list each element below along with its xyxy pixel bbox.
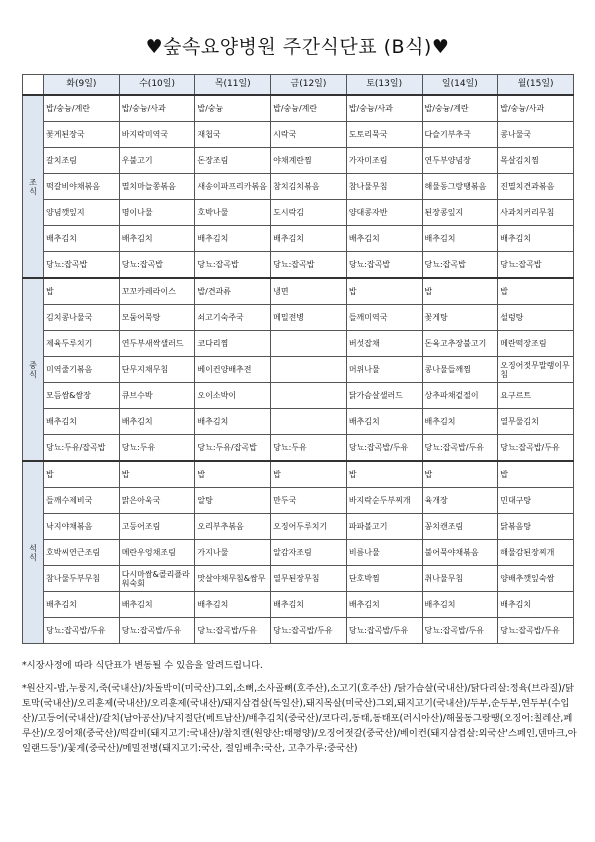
menu-cell: 닭가슴살샐러드 bbox=[346, 383, 422, 409]
menu-row bbox=[23, 540, 574, 566]
menu-cell: 고등어조림 bbox=[119, 514, 195, 540]
menu-cell: 도시락김 bbox=[271, 200, 347, 226]
menu-cell: 취나물무침 bbox=[422, 566, 498, 592]
menu-cell: 밥/숭늉/사과 bbox=[119, 95, 195, 122]
menu-cell bbox=[271, 383, 347, 409]
menu-cell: 당뇨:잡곡밥 bbox=[119, 252, 195, 279]
menu-cell: 바지락순두부찌개 bbox=[346, 488, 422, 514]
menu-cell: 메란우엉채조림 bbox=[119, 540, 195, 566]
menu-cell: 오이소박이 bbox=[195, 383, 271, 409]
origin-info-text: *원산지-밥,누룽지,죽(국내산)/차돌박이(미국산)그외,소뼈,소사골뼈(호주산),소고기(호주산) /닭가슴살(국내산)/닭다리살:정육(브라질)/닭토막(국내산)/오리훈제(국내산)/오리훈제(국내산)/돼지삼겹살(독일산),돼지목살(미국산)그외,돼지고기(국내산)/두부,순두부,연두부(수입산)/고등어(국내산)/갈치(남아공산)/낙지절단(베트남산)/배추김치(중국산)/코다리,동태,동태포(러시아산)/해물동그랑땡(오징어:칠레산,페루산)/오징어채(중국산)/떡갈비(돼지고기:국내산)/참치캔(원양산:태평양)/오징어젓갈(중국산)/베이컨(돼지삼겹살:외국산'스페인,덴마크,아일랜드등')/꽃게(중국산)/메밀전병(돼지고기:국산, 절임배추:국산, 고추가루:중국산) bbox=[22, 683, 577, 754]
header-corner bbox=[23, 75, 44, 96]
menu-row bbox=[23, 331, 574, 357]
day-header: 월(15일) bbox=[498, 75, 574, 96]
menu-cell: 당뇨:잡곡밥/두유 bbox=[346, 618, 422, 644]
menu-cell: 맛살야채무침&쌈무 bbox=[195, 566, 271, 592]
menu-cell: 바지락미역국 bbox=[119, 122, 195, 148]
menu-row bbox=[23, 305, 574, 331]
menu-cell: 열무물김치 bbox=[498, 409, 574, 435]
menu-cell: 해물감된장찌개 bbox=[498, 540, 574, 566]
menu-cell: 당뇨:두유/잡곡밥 bbox=[195, 435, 271, 462]
menu-cell: 당뇨:두유 bbox=[271, 435, 347, 462]
menu-row bbox=[23, 488, 574, 514]
menu-row bbox=[23, 95, 574, 122]
menu-cell: 양배추깻잎숙쌈 bbox=[498, 566, 574, 592]
menu-cell: 큐브수박 bbox=[119, 383, 195, 409]
menu-cell: 밥 bbox=[44, 278, 120, 305]
menu-row bbox=[23, 383, 574, 409]
menu-cell: 단호박찜 bbox=[346, 566, 422, 592]
menu-row bbox=[23, 514, 574, 540]
menu-cell: 연두부새싹샐러드 bbox=[119, 331, 195, 357]
menu-cell: 배추김치 bbox=[422, 226, 498, 252]
menu-cell: 모듬쌈&쌈장 bbox=[44, 383, 120, 409]
meal-label: 석 식 bbox=[23, 461, 44, 644]
menu-cell: 불어묵야채볶음 bbox=[422, 540, 498, 566]
weekly-menu-table bbox=[22, 74, 574, 644]
menu-cell: 당뇨:잡곡밥 bbox=[346, 252, 422, 279]
menu-cell: 밥/숭늉/사과 bbox=[346, 95, 422, 122]
menu-cell: 밥 bbox=[498, 461, 574, 488]
menu-cell: 목살김치찜 bbox=[498, 148, 574, 174]
menu-cell: 모둠어묵탕 bbox=[119, 305, 195, 331]
menu-cell: 참나물두부무침 bbox=[44, 566, 120, 592]
menu-cell: 밥 bbox=[195, 461, 271, 488]
menu-row bbox=[23, 566, 574, 592]
menu-cell: 파파볼고기 bbox=[346, 514, 422, 540]
menu-cell: 당뇨:잡곡밥/두유 bbox=[422, 618, 498, 644]
menu-cell: 호박씨연근조림 bbox=[44, 540, 120, 566]
menu-cell: 꼬꼬카레라이스 bbox=[119, 278, 195, 305]
menu-cell: 닭볶음탕 bbox=[498, 514, 574, 540]
menu-cell: 육개장 bbox=[422, 488, 498, 514]
menu-row bbox=[23, 461, 574, 488]
menu-cell: 야채계란찜 bbox=[271, 148, 347, 174]
menu-cell: 배추김치 bbox=[498, 226, 574, 252]
menu-cell: 당뇨:두유 bbox=[119, 435, 195, 462]
menu-row bbox=[23, 278, 574, 305]
menu-cell: 참나물무침 bbox=[346, 174, 422, 200]
menu-cell: 배추김치 bbox=[44, 592, 120, 618]
menu-cell: 배추김치 bbox=[195, 226, 271, 252]
menu-cell: 호박나물 bbox=[195, 200, 271, 226]
menu-cell: 배추김치 bbox=[498, 592, 574, 618]
menu-row bbox=[23, 409, 574, 435]
menu-row bbox=[23, 618, 574, 644]
menu-cell: 당뇨:잡곡밥/두유 bbox=[119, 618, 195, 644]
menu-cell: 미역줄기볶음 bbox=[44, 357, 120, 383]
menu-row bbox=[23, 122, 574, 148]
menu-cell: 돈육고추장불고기 bbox=[422, 331, 498, 357]
day-header: 수(10일) bbox=[119, 75, 195, 96]
menu-cell: 당뇨:잡곡밥/두유 bbox=[346, 435, 422, 462]
menu-cell: 밥 bbox=[422, 278, 498, 305]
menu-cell: 메밀전병 bbox=[271, 305, 347, 331]
menu-cell: 명이나물 bbox=[119, 200, 195, 226]
menu-cell bbox=[271, 331, 347, 357]
menu-cell: 우불고기 bbox=[119, 148, 195, 174]
menu-cell: 오징어두루치기 bbox=[271, 514, 347, 540]
menu-cell: 당뇨:잡곡밥 bbox=[498, 252, 574, 279]
menu-cell: 꽁치캔조림 bbox=[422, 514, 498, 540]
day-header: 토(13일) bbox=[346, 75, 422, 96]
menu-cell: 콩나물들깨찜 bbox=[422, 357, 498, 383]
menu-cell: 머위나물 bbox=[346, 357, 422, 383]
menu-cell: 당뇨:잡곡밥 bbox=[44, 252, 120, 279]
menu-cell: 배추김치 bbox=[119, 592, 195, 618]
menu-cell: 갈치조림 bbox=[44, 148, 120, 174]
menu-cell: 제육두루치기 bbox=[44, 331, 120, 357]
menu-cell: 당뇨:잡곡밥/두유 bbox=[271, 618, 347, 644]
menu-cell: 만두국 bbox=[271, 488, 347, 514]
menu-cell: 당뇨:잡곡밥 bbox=[271, 252, 347, 279]
day-header-row bbox=[23, 75, 574, 96]
menu-cell: 배추김치 bbox=[346, 226, 422, 252]
menu-cell: 당뇨:잡곡밥/두유 bbox=[44, 618, 120, 644]
menu-cell: 쇠고기숙주국 bbox=[195, 305, 271, 331]
menu-cell: 양대콩자반 bbox=[346, 200, 422, 226]
menu-cell: 참치김치볶음 bbox=[271, 174, 347, 200]
menu-cell: 도토리묵국 bbox=[346, 122, 422, 148]
menu-cell: 배추김치 bbox=[346, 592, 422, 618]
menu-cell: 맑은아욱국 bbox=[119, 488, 195, 514]
menu-cell: 배추김치 bbox=[44, 226, 120, 252]
menu-cell: 밥/숭늉/계란 bbox=[44, 95, 120, 122]
menu-cell: 밥 bbox=[44, 461, 120, 488]
menu-cell: 코다리찜 bbox=[195, 331, 271, 357]
menu-cell: 밥/숭늉/사과 bbox=[498, 95, 574, 122]
menu-cell: 새송이파프리카볶음 bbox=[195, 174, 271, 200]
meal-block bbox=[23, 95, 574, 278]
meal-label: 중 식 bbox=[23, 278, 44, 461]
menu-cell: 메란떡장조림 bbox=[498, 331, 574, 357]
menu-cell: 비름나물 bbox=[346, 540, 422, 566]
menu-cell: 알감자조림 bbox=[271, 540, 347, 566]
menu-cell: 배추김치 bbox=[44, 409, 120, 435]
menu-row bbox=[23, 357, 574, 383]
menu-cell: 당뇨:두유/잡곡밥 bbox=[44, 435, 120, 462]
menu-cell: 당뇨:잡곡밥/두유 bbox=[195, 618, 271, 644]
notice-text: *시장사정에 따라 식단표가 변동될 수 있음을 알려드립니다. bbox=[22, 660, 263, 671]
menu-cell: 가자미조림 bbox=[346, 148, 422, 174]
menu-cell: 당뇨:잡곡밥 bbox=[422, 252, 498, 279]
menu-cell: 꽃게된장국 bbox=[44, 122, 120, 148]
menu-cell: 재첩국 bbox=[195, 122, 271, 148]
menu-cell: 꽃게탕 bbox=[422, 305, 498, 331]
menu-cell: 배추김치 bbox=[195, 409, 271, 435]
menu-row bbox=[23, 200, 574, 226]
menu-cell: 배추김치 bbox=[346, 409, 422, 435]
day-header: 목(11일) bbox=[195, 75, 271, 96]
menu-cell: 배추김치 bbox=[195, 592, 271, 618]
menu-cell: 밥/숭늉/계란 bbox=[422, 95, 498, 122]
menu-cell: 당뇨:잡곡밥/두유 bbox=[422, 435, 498, 462]
menu-cell: 설렁탕 bbox=[498, 305, 574, 331]
day-header: 금(12일) bbox=[271, 75, 347, 96]
menu-cell: 열무된장무침 bbox=[271, 566, 347, 592]
menu-row bbox=[23, 592, 574, 618]
menu-cell: 오징어젓무말랭이무침 bbox=[498, 357, 574, 383]
menu-cell: 단무지채무침 bbox=[119, 357, 195, 383]
menu-cell: 당뇨:잡곡밥/두유 bbox=[498, 435, 574, 462]
menu-row bbox=[23, 226, 574, 252]
menu-cell: 떡갈비야채볶음 bbox=[44, 174, 120, 200]
menu-cell: 당뇨:잡곡밥/두유 bbox=[498, 618, 574, 644]
menu-cell: 배추김치 bbox=[271, 226, 347, 252]
menu-cell: 김치콩나물국 bbox=[44, 305, 120, 331]
page-title: ♥숲속요양병원 주간식단표 (B식)♥ bbox=[145, 36, 450, 58]
menu-cell: 들깨수제비국 bbox=[44, 488, 120, 514]
menu-cell: 된장콩잎지 bbox=[422, 200, 498, 226]
day-header: 화(9일) bbox=[44, 75, 120, 96]
menu-cell: 밥 bbox=[346, 278, 422, 305]
menu-cell: 밥/견과류 bbox=[195, 278, 271, 305]
menu-cell: 사과치커리무침 bbox=[498, 200, 574, 226]
menu-cell: 들깨미역국 bbox=[346, 305, 422, 331]
meal-label: 조 식 bbox=[23, 95, 44, 278]
menu-cell: 진멸치견과볶음 bbox=[498, 174, 574, 200]
menu-cell: 낙지야채볶음 bbox=[44, 514, 120, 540]
menu-cell: 배추김치 bbox=[119, 226, 195, 252]
meal-block bbox=[23, 278, 574, 461]
notes-section bbox=[22, 658, 578, 756]
menu-cell: 다슬기부추국 bbox=[422, 122, 498, 148]
menu-cell: 오리부추볶음 bbox=[195, 514, 271, 540]
menu-cell: 해물동그랑땡볶음 bbox=[422, 174, 498, 200]
menu-cell: 밥/숭늉 bbox=[195, 95, 271, 122]
menu-cell: 콩나물국 bbox=[498, 122, 574, 148]
menu-cell: 밥 bbox=[422, 461, 498, 488]
menu-cell: 냉면 bbox=[271, 278, 347, 305]
menu-cell: 돈장조림 bbox=[195, 148, 271, 174]
meal-block bbox=[23, 461, 574, 644]
menu-cell: 가지나물 bbox=[195, 540, 271, 566]
menu-cell: 요구르트 bbox=[498, 383, 574, 409]
menu-row bbox=[23, 174, 574, 200]
menu-cell: 민대구탕 bbox=[498, 488, 574, 514]
menu-cell: 연두부양념장 bbox=[422, 148, 498, 174]
menu-row bbox=[23, 252, 574, 279]
menu-cell: 베이컨양배추전 bbox=[195, 357, 271, 383]
menu-cell bbox=[271, 409, 347, 435]
menu-cell: 배추김치 bbox=[422, 592, 498, 618]
menu-cell: 배추김치 bbox=[119, 409, 195, 435]
menu-cell bbox=[271, 357, 347, 383]
menu-cell: 알탕 bbox=[195, 488, 271, 514]
menu-cell: 밥 bbox=[119, 461, 195, 488]
menu-cell: 상추파채겉절이 bbox=[422, 383, 498, 409]
menu-cell: 당뇨:잡곡밥 bbox=[195, 252, 271, 279]
menu-cell: 배추김치 bbox=[271, 592, 347, 618]
menu-cell: 밥 bbox=[498, 278, 574, 305]
menu-cell: 밥 bbox=[271, 461, 347, 488]
menu-cell: 버섯잡채 bbox=[346, 331, 422, 357]
menu-cell: 양념깻잎지 bbox=[44, 200, 120, 226]
menu-row bbox=[23, 148, 574, 174]
menu-cell: 멸치마늘쫑볶음 bbox=[119, 174, 195, 200]
menu-row bbox=[23, 435, 574, 462]
menu-cell: 다시마쌈&콜리플라워숙회 bbox=[119, 566, 195, 592]
menu-cell: 시락국 bbox=[271, 122, 347, 148]
menu-cell: 밥 bbox=[346, 461, 422, 488]
menu-cell: 배추김치 bbox=[422, 409, 498, 435]
menu-cell: 밥/숭늉/계란 bbox=[271, 95, 347, 122]
day-header: 일(14일) bbox=[422, 75, 498, 96]
